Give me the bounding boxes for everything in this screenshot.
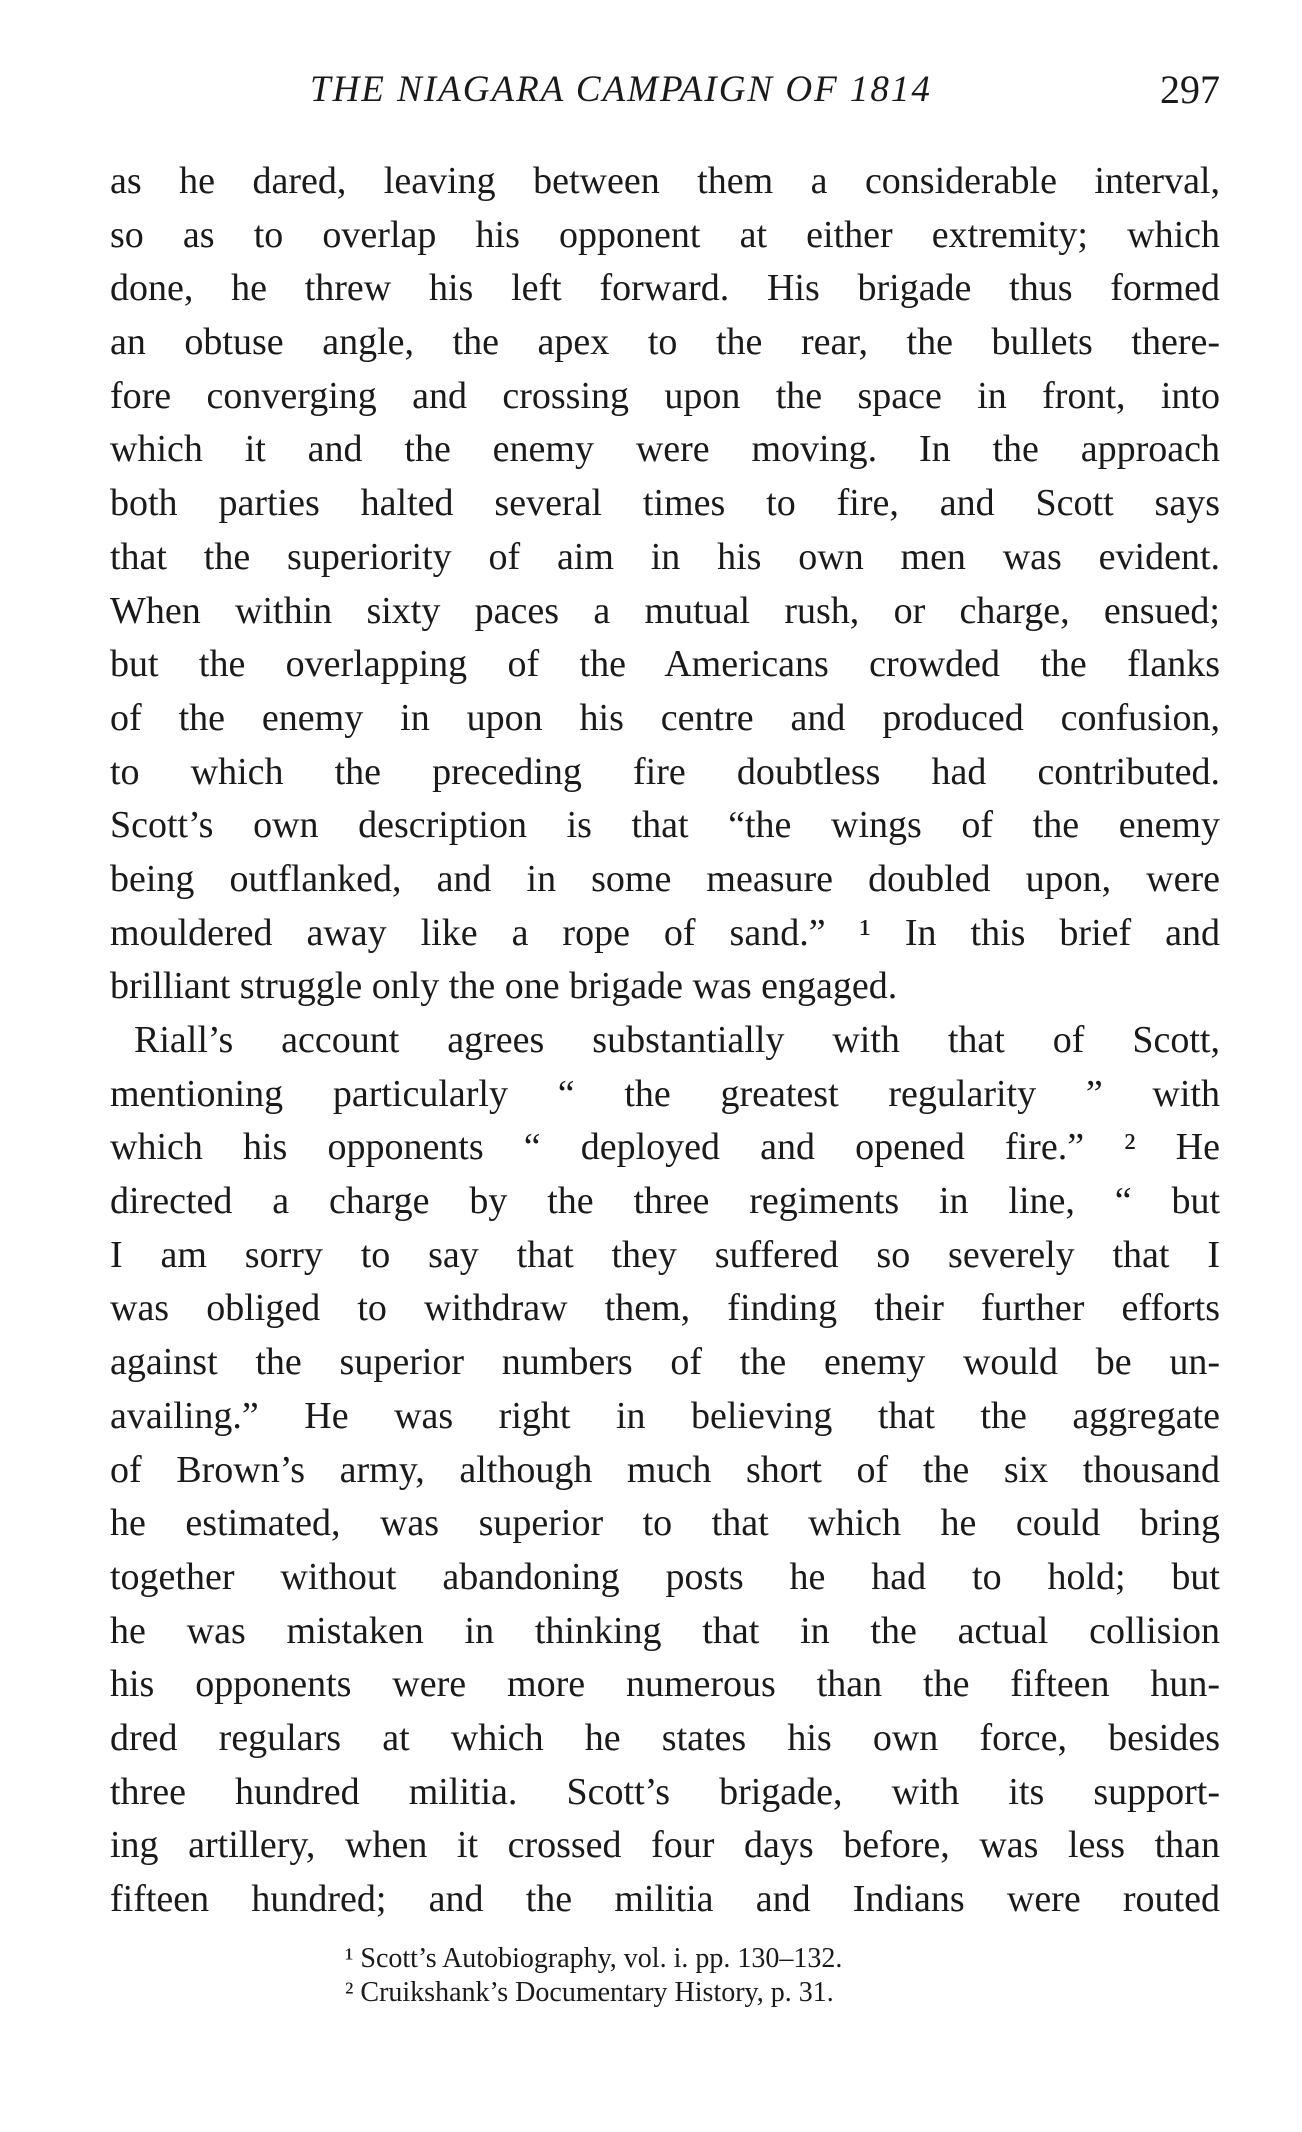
page-number: 297 [1160,67,1220,112]
text-line: three hundred militia. Scott’s brigade, with its support- [110,1770,1220,1813]
text-line: of Brown’s army, although much short of the six thousand [110,1448,1220,1491]
text-line: both parties halted several times to fire, and Scott says [110,482,1220,525]
text-line: to which the preceding fire doubtless had contributed. [110,750,1220,793]
text-line: his opponents were more numerous than the fifteen hun- [110,1663,1220,1706]
text-line: dred regulars at which he states his own force, besides [110,1716,1220,1759]
text-line: but the overlapping of the Americans crowded the flanks [110,643,1220,686]
text-line: done, he threw his left forward. His brigade thus formed [110,267,1220,310]
footnote: ² Cruikshank’s Documentary History, p. 31. [345,1977,834,2008]
text-line: against the superior numbers of the enemy would be un- [110,1341,1220,1384]
text-line: as he dared, leaving between them a considerable interval, [110,160,1220,202]
text-line: an obtuse angle, the apex to the rear, the bullets there- [110,321,1220,364]
text-line: mouldered away like a rope of sand.” ¹ In this brief and [110,911,1220,954]
text-line: so as to overlap his opponent at either extremity; which [110,213,1220,256]
footnotes [345,1942,1145,2010]
footnote: ¹ Scott’s Autobiography, vol. i. pp. 130–132. [345,1943,843,1974]
text-line: fifteen hundred; and the militia and Indians were routed [110,1878,1220,1920]
text-line: ing artillery, when it crossed four days before, was less than [110,1824,1220,1867]
page-header [110,62,1220,122]
text-line: that the superiority of aim in his own men was evident. [110,535,1220,578]
text-line: being outflanked, and in some measure doubled upon, were [110,857,1220,900]
text-line: he was mistaken in thinking that in the actual collision [110,1609,1220,1652]
text-line: mentioning particularly “ the greatest regularity ” with [110,1072,1220,1115]
text-line: of the enemy in upon his centre and produced confusion, [110,696,1220,739]
running-title: THE NIAGARA CAMPAIGN OF 1814 [310,69,932,110]
text-line: brilliant struggle only the one brigade was engaged. [110,965,898,1008]
text-line: was obliged to withdraw them, finding their further efforts [110,1287,1220,1330]
text-line: When within sixty paces a mutual rush, or charge, ensued; [110,589,1220,632]
text-line: which it and the enemy were moving. In the approach [110,428,1220,471]
text-line: fore converging and crossing upon the space in front, into [110,374,1220,417]
text-line: together without abandoning posts he had to hold; but [110,1555,1220,1598]
text-line: directed a charge by the three regiments in line, “ but [110,1180,1220,1223]
body-text [110,155,1220,1927]
text-line: Scott’s own description is that “the wings of the enemy [110,804,1220,847]
text-line: Riall’s account agrees substantially with that of Scott, [134,1019,1220,1061]
text-line: availing.” He was right in believing that the aggregate [110,1394,1220,1437]
text-line: I am sorry to say that they suffered so severely that I [110,1233,1220,1276]
text-line: he estimated, was superior to that which he could bring [110,1502,1220,1545]
text-line: which his opponents “ deployed and opened fire.” ² He [110,1126,1220,1169]
